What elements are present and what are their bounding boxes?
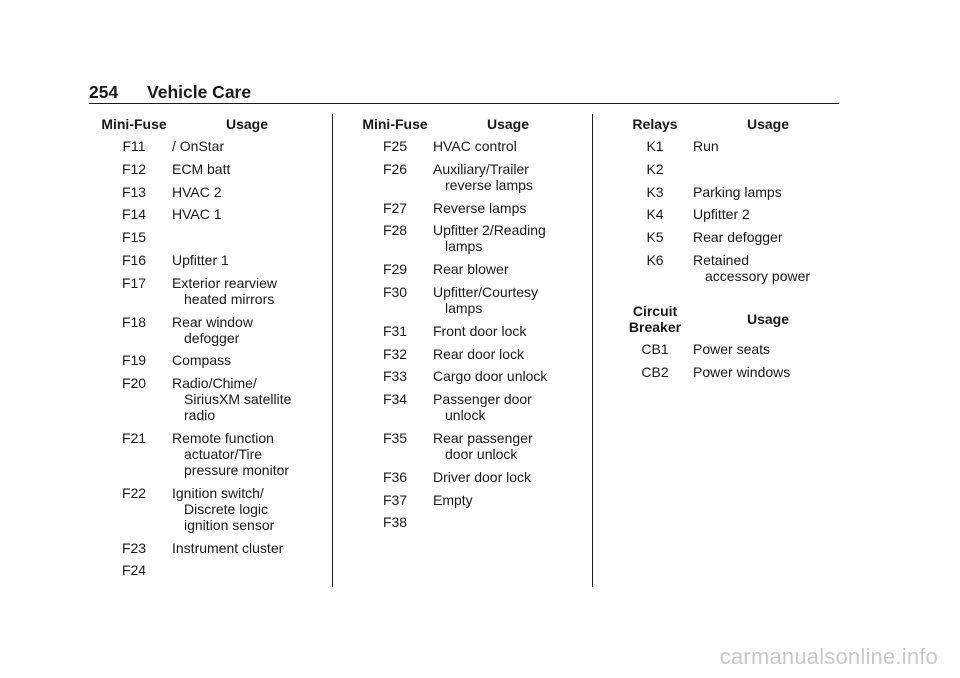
column-header: Usage (746, 310, 790, 327)
table-row (357, 161, 587, 193)
usage-line: accessory power (705, 267, 811, 284)
row-usage (693, 138, 843, 154)
section-title: Vehicle Care (147, 82, 252, 102)
table-row (617, 364, 847, 380)
table-row (96, 540, 326, 556)
row-id: K4 (646, 206, 664, 223)
row-usage (433, 323, 583, 339)
page-header (89, 82, 251, 103)
usage-line: Remote function (172, 429, 274, 446)
table-row (617, 184, 847, 200)
row-usage (172, 540, 322, 556)
row-id: F13 (121, 183, 147, 200)
table-header-row (357, 116, 587, 132)
table-row (96, 375, 326, 423)
row-usage (693, 341, 843, 357)
usage-line: reverse lamps (445, 176, 533, 193)
usage-line: Parking lamps (693, 183, 782, 200)
table-row (357, 323, 587, 339)
usage-line: HVAC 2 (172, 183, 222, 200)
row-id: F34 (382, 391, 408, 408)
table-row (96, 562, 326, 578)
usage-line: Empty (433, 491, 473, 508)
row-usage (433, 469, 583, 485)
usage-line: door unlock (445, 445, 518, 462)
row-id: K1 (646, 138, 664, 154)
mini-fuse-table-2 (357, 116, 587, 537)
usage-line: Power windows (693, 363, 791, 380)
row-id: F24 (121, 562, 147, 579)
row-id: F15 (121, 229, 147, 246)
column-header: Mini-Fuse (101, 116, 167, 132)
usage-line: ignition sensor (184, 516, 275, 533)
row-usage (693, 229, 843, 245)
table-row (617, 206, 847, 222)
row-id: F20 (121, 375, 147, 392)
column-header: Mini-Fuse (362, 116, 428, 132)
row-id: F36 (382, 468, 408, 485)
row-id: F31 (382, 322, 408, 339)
row-usage (433, 368, 583, 384)
usage-line: Upfitter/Courtesy (433, 283, 539, 300)
table-row (357, 368, 587, 384)
column-header: Circuit Breaker (628, 302, 682, 335)
table-row (617, 138, 847, 154)
usage-line: Discrete logic (184, 500, 269, 517)
usage-line: Driver door lock (433, 468, 532, 485)
usage-blank (172, 229, 322, 245)
usage-line: defogger (184, 329, 240, 346)
row-id: F22 (121, 484, 147, 501)
table-row (357, 138, 587, 154)
page-number: 254 (89, 82, 119, 102)
usage-line: radio (184, 407, 216, 424)
row-id: F26 (382, 160, 408, 177)
usage-line: Run (693, 138, 719, 154)
row-id: F19 (121, 352, 147, 369)
table-row (357, 492, 587, 508)
table-row (96, 229, 326, 245)
table-row (617, 252, 847, 284)
table-row (617, 229, 847, 245)
row-id: F17 (121, 274, 147, 291)
usage-line: lamps (445, 299, 483, 316)
table-row (357, 469, 587, 485)
row-id: K5 (646, 229, 664, 246)
table-row (96, 206, 326, 222)
column-header: Relays (632, 116, 678, 132)
column-header: Usage (225, 116, 269, 132)
usage-line: / OnStar (172, 138, 225, 154)
usage-line: Front door lock (433, 322, 527, 339)
row-usage (433, 391, 583, 423)
usage-line: pressure monitor (184, 461, 290, 478)
table-header-row (96, 116, 326, 132)
usage-line: Rear passenger (433, 429, 533, 446)
table-row (357, 284, 587, 316)
usage-line: Upfitter 2/Reading (433, 222, 546, 239)
usage-blank (172, 562, 322, 578)
table-row (96, 161, 326, 177)
row-usage (433, 492, 583, 508)
row-id: F37 (382, 491, 408, 508)
row-id: CB2 (641, 363, 669, 380)
usage-line: Instrument cluster (172, 539, 284, 556)
row-usage (172, 485, 322, 533)
usage-line: SiriusXM satellite (184, 391, 292, 408)
row-id: F38 (382, 514, 408, 531)
column-divider (592, 114, 593, 587)
row-usage (433, 346, 583, 362)
row-id: K6 (646, 251, 664, 268)
usage-line: Upfitter 2 (693, 206, 750, 223)
column-header: Usage (486, 116, 530, 132)
row-id: F25 (382, 138, 408, 154)
usage-line: HVAC control (433, 138, 517, 154)
row-usage (433, 261, 583, 277)
table-row (357, 222, 587, 254)
mini-fuse-table-1 (96, 116, 326, 585)
usage-line: Power seats (693, 340, 771, 357)
table-row (357, 430, 587, 462)
relay-breaker-tables (617, 116, 847, 386)
usage-line: Exterior rearview (172, 274, 278, 291)
usage-line: lamps (445, 238, 483, 255)
row-usage (433, 430, 583, 462)
usage-line: Reverse lamps (433, 199, 527, 216)
usage-line: Cargo door unlock (433, 368, 548, 385)
row-id: F21 (121, 429, 147, 446)
row-usage (693, 364, 843, 380)
usage-line: Auxiliary/Trailer (433, 160, 529, 177)
table-row (617, 161, 847, 177)
usage-line: Rear defogger (693, 229, 783, 246)
row-usage (693, 184, 843, 200)
header-rule (89, 103, 839, 104)
row-id: CB1 (641, 340, 669, 357)
usage-line: Radio/Chime/ (172, 375, 257, 392)
column-header: Usage (746, 116, 790, 132)
row-usage (433, 514, 583, 530)
row-usage (172, 352, 322, 368)
table-header-row (617, 303, 847, 335)
table-row (357, 261, 587, 277)
row-usage (172, 375, 322, 423)
row-usage (433, 161, 583, 193)
row-id: F11 (122, 138, 146, 154)
watermark: carmanualsonline.info (719, 644, 938, 669)
table-spacer (617, 291, 847, 303)
usage-line: Ignition switch/ (172, 484, 264, 501)
row-id: F30 (382, 283, 408, 300)
table-row (357, 200, 587, 216)
row-usage (693, 161, 843, 177)
row-usage (172, 138, 322, 154)
usage-line: Upfitter 1 (172, 251, 229, 268)
row-id: F33 (382, 368, 408, 385)
row-id: F35 (382, 429, 408, 446)
usage-blank (433, 514, 583, 530)
row-usage (172, 184, 322, 200)
usage-line: Rear window (172, 313, 253, 330)
table-row (96, 352, 326, 368)
row-id: F12 (121, 160, 147, 177)
row-id: F18 (121, 313, 147, 330)
table-row (96, 430, 326, 478)
row-usage (172, 206, 322, 222)
usage-line: heated mirrors (184, 290, 275, 307)
row-usage (172, 430, 322, 478)
row-usage (433, 222, 583, 254)
usage-blank (693, 161, 843, 177)
table-row (357, 391, 587, 423)
row-usage (172, 562, 322, 578)
row-id: F16 (121, 251, 147, 268)
row-id: K3 (646, 183, 664, 200)
row-usage (172, 229, 322, 245)
usage-line: Rear door lock (433, 345, 525, 362)
row-id: K2 (646, 160, 664, 177)
usage-line: HVAC 1 (172, 206, 222, 223)
usage-line: actuator/Tire (184, 445, 263, 462)
row-id: F28 (382, 222, 408, 239)
row-usage (172, 252, 322, 268)
row-id: F27 (382, 199, 408, 216)
table-row (96, 138, 326, 154)
table-row (617, 341, 847, 357)
table-row (96, 184, 326, 200)
row-id: F32 (382, 345, 408, 362)
row-id: F23 (121, 539, 147, 556)
row-usage (693, 206, 843, 222)
usage-line: Rear blower (433, 261, 509, 278)
table-row (96, 252, 326, 268)
row-usage (433, 200, 583, 216)
usage-line: Retained (693, 251, 750, 268)
row-id: F14 (121, 206, 147, 223)
row-id: F29 (382, 261, 408, 278)
table-row (357, 514, 587, 530)
row-usage (433, 138, 583, 154)
row-usage (693, 252, 843, 284)
table-row (96, 314, 326, 346)
usage-line: Compass (172, 352, 232, 369)
table-row (96, 275, 326, 307)
usage-line: unlock (445, 407, 486, 424)
column-divider (332, 114, 333, 587)
row-usage (172, 275, 322, 307)
row-usage (172, 161, 322, 177)
row-usage (172, 314, 322, 346)
usage-line: Passenger door (433, 391, 532, 408)
row-usage (433, 284, 583, 316)
table-header-row (617, 116, 847, 132)
table-row (357, 346, 587, 362)
usage-line: ECM batt (172, 160, 231, 177)
table-row (96, 485, 326, 533)
